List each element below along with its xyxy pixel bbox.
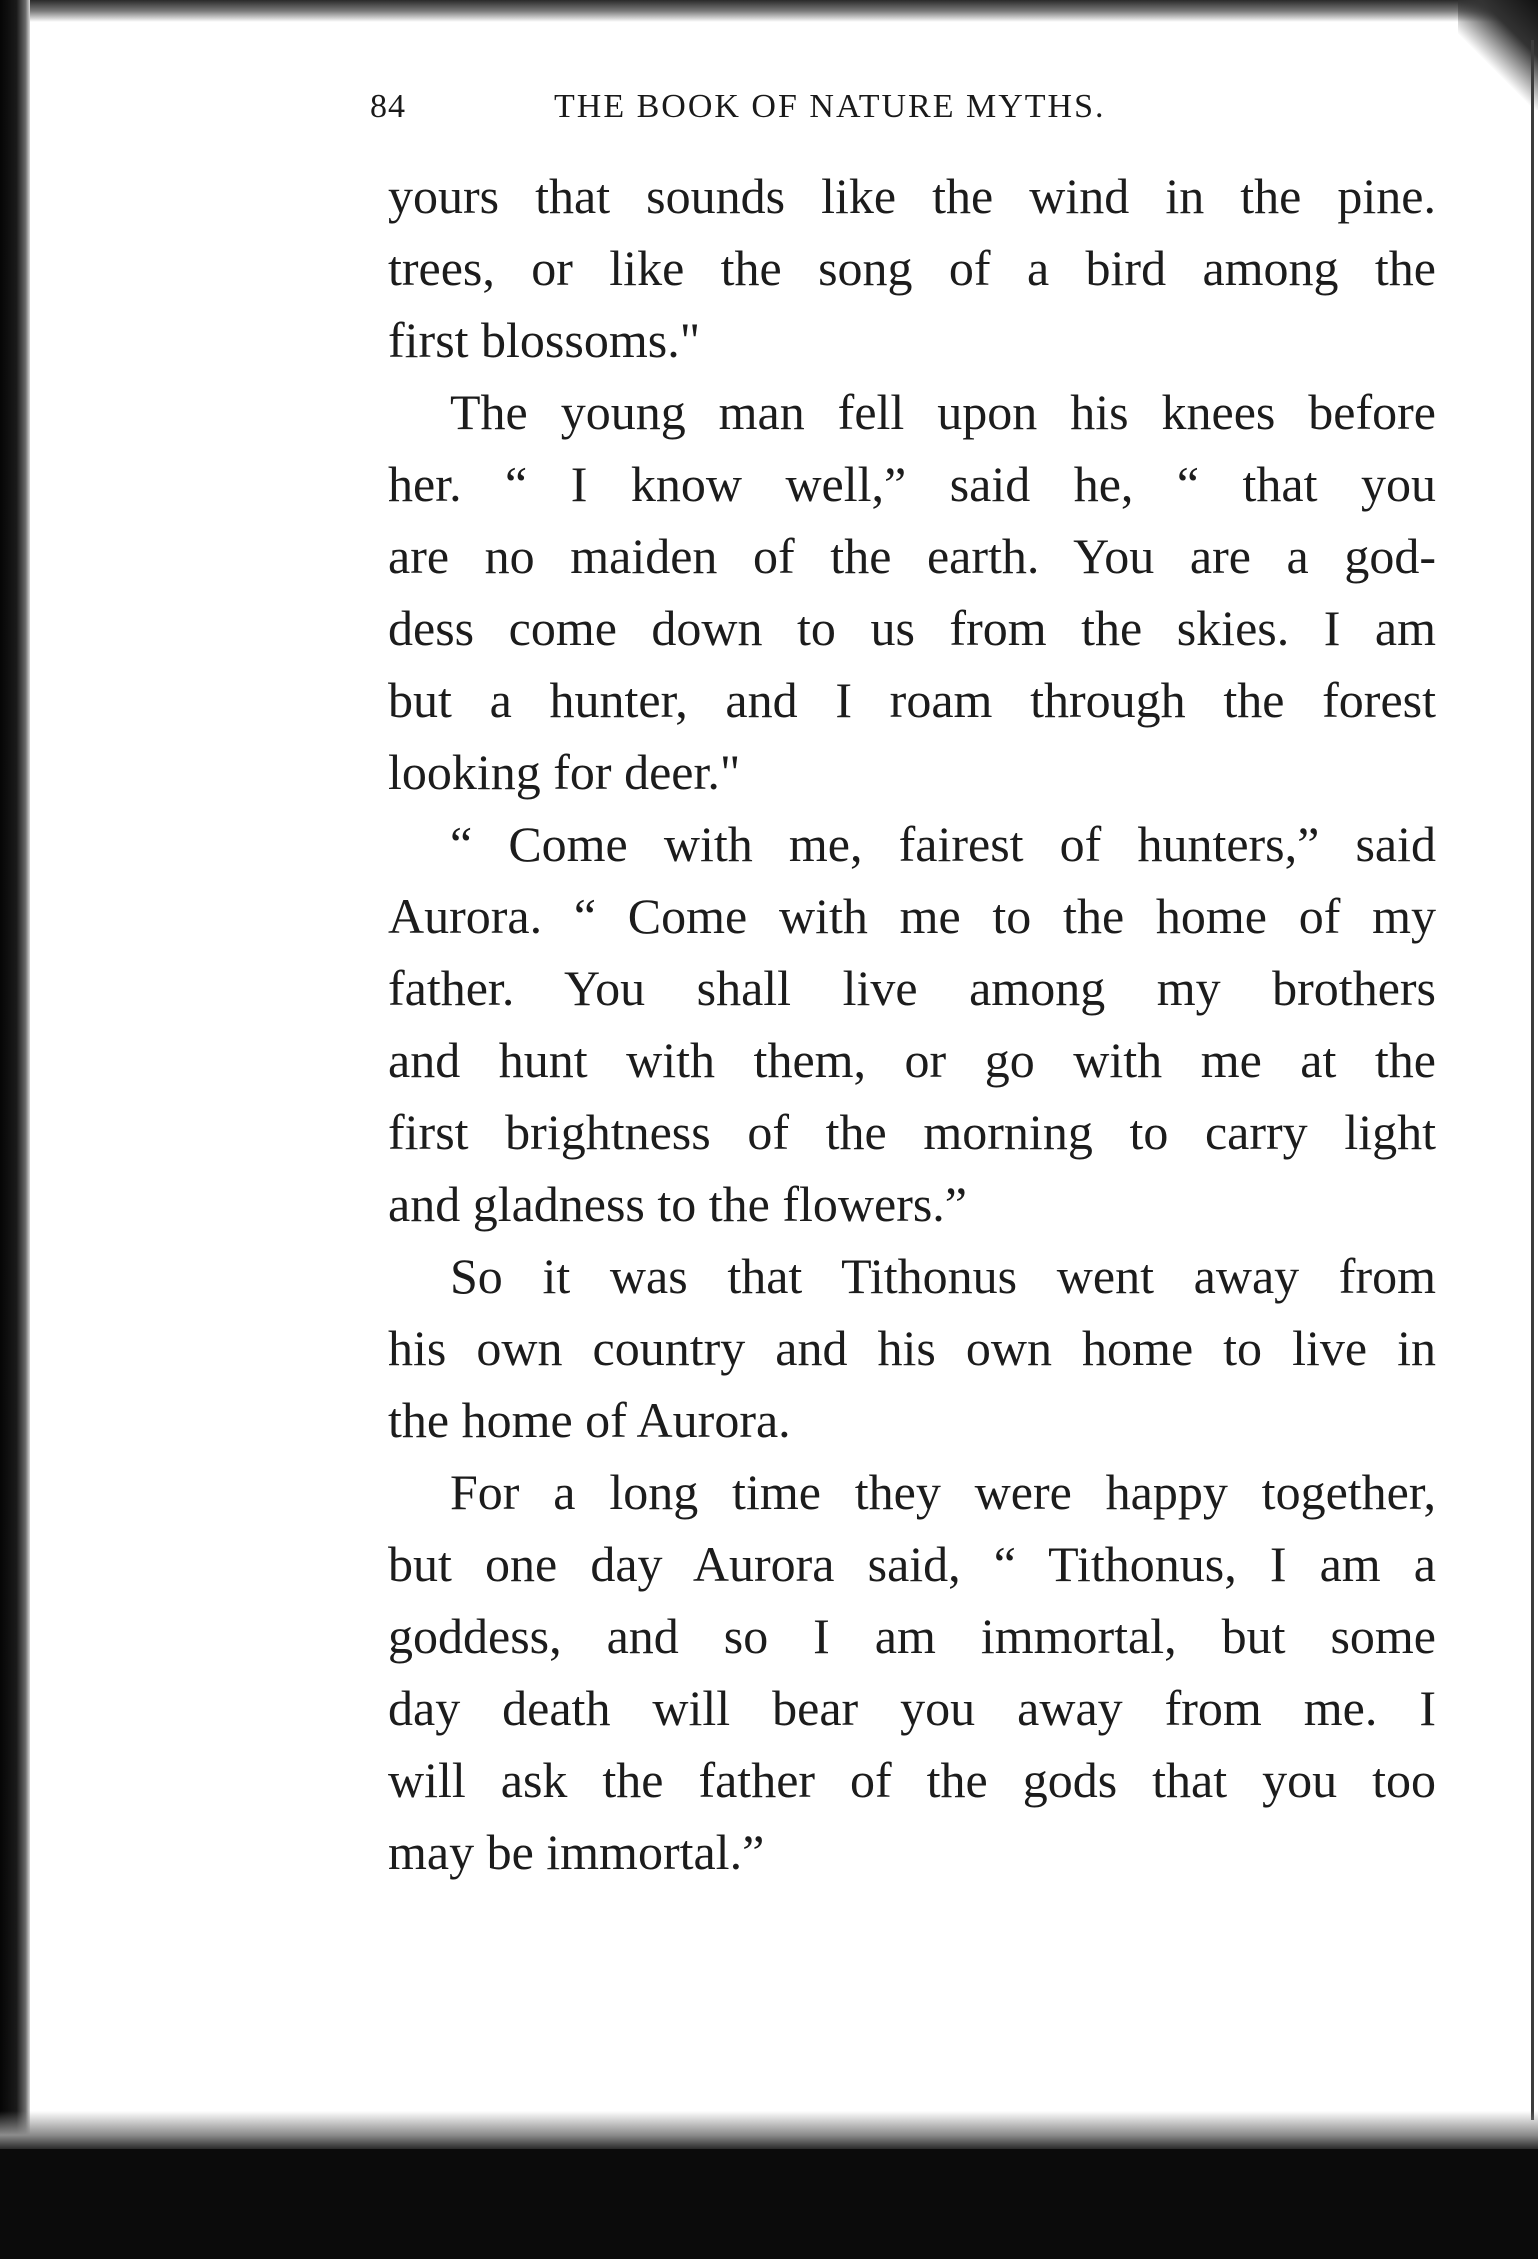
text-line: So it was that Tithonus went away from (450, 1248, 1436, 1304)
text-line: his own country and his own home to live in (388, 1320, 1436, 1376)
text-line: and gladness to the flowers.” (388, 1176, 968, 1232)
text-line: first blossoms." (388, 312, 701, 368)
scan-corner-shadow (1458, 0, 1538, 110)
book-page (370, 88, 1438, 1888)
text-line: goddess, and so I am immortal, but some (388, 1608, 1436, 1664)
text-line: day death will bear you away from me. I (388, 1680, 1436, 1736)
text-line: trees, or like the song of a bird among the (388, 240, 1436, 296)
book-title: THE BOOK OF NATURE MYTHS. (554, 88, 1106, 125)
text-line: The young man fell upon his knees before (450, 384, 1436, 440)
text-line: first brightness of the morning to carry light (388, 1104, 1436, 1160)
text-line: are no maiden of the earth. You are a god- (388, 528, 1436, 584)
text-line: and hunt with them, or go with me at the (388, 1032, 1436, 1088)
scan-binding-edge (0, 0, 30, 2259)
text-line: yours that sounds like the wind in the pine. (388, 168, 1436, 224)
text-line: her. “ I know well,” said he, “ that you (388, 456, 1436, 512)
text-line: looking for deer." (388, 744, 741, 800)
text-line: For a long time they were happy together, (450, 1464, 1436, 1520)
text-line: Aurora. “ Come with me to the home of my (388, 888, 1436, 944)
text-line: “ Come with me, fairest of hunters,” said (450, 816, 1436, 872)
text-line: the home of Aurora. (388, 1392, 791, 1448)
text-line: father. You shall live among my brothers (388, 960, 1436, 1016)
scan-bottom-edge (0, 2149, 1538, 2259)
page-number: 84 (370, 88, 406, 125)
text-line: will ask the father of the gods that you too (388, 1752, 1436, 1808)
running-head (370, 88, 1438, 138)
scan-bottom-shadow (0, 2111, 1538, 2151)
text-line: but one day Aurora said, “ Tithonus, I am a (388, 1536, 1436, 1592)
text-line: may be immortal.” (388, 1824, 765, 1880)
text-line: dess come down to us from the skies. I am (388, 600, 1436, 656)
scan-top-edge (0, 0, 1538, 22)
scan-right-edge (1531, 40, 1534, 2120)
body-text (388, 160, 1438, 1888)
text-line: but a hunter, and I roam through the forest (388, 672, 1436, 728)
